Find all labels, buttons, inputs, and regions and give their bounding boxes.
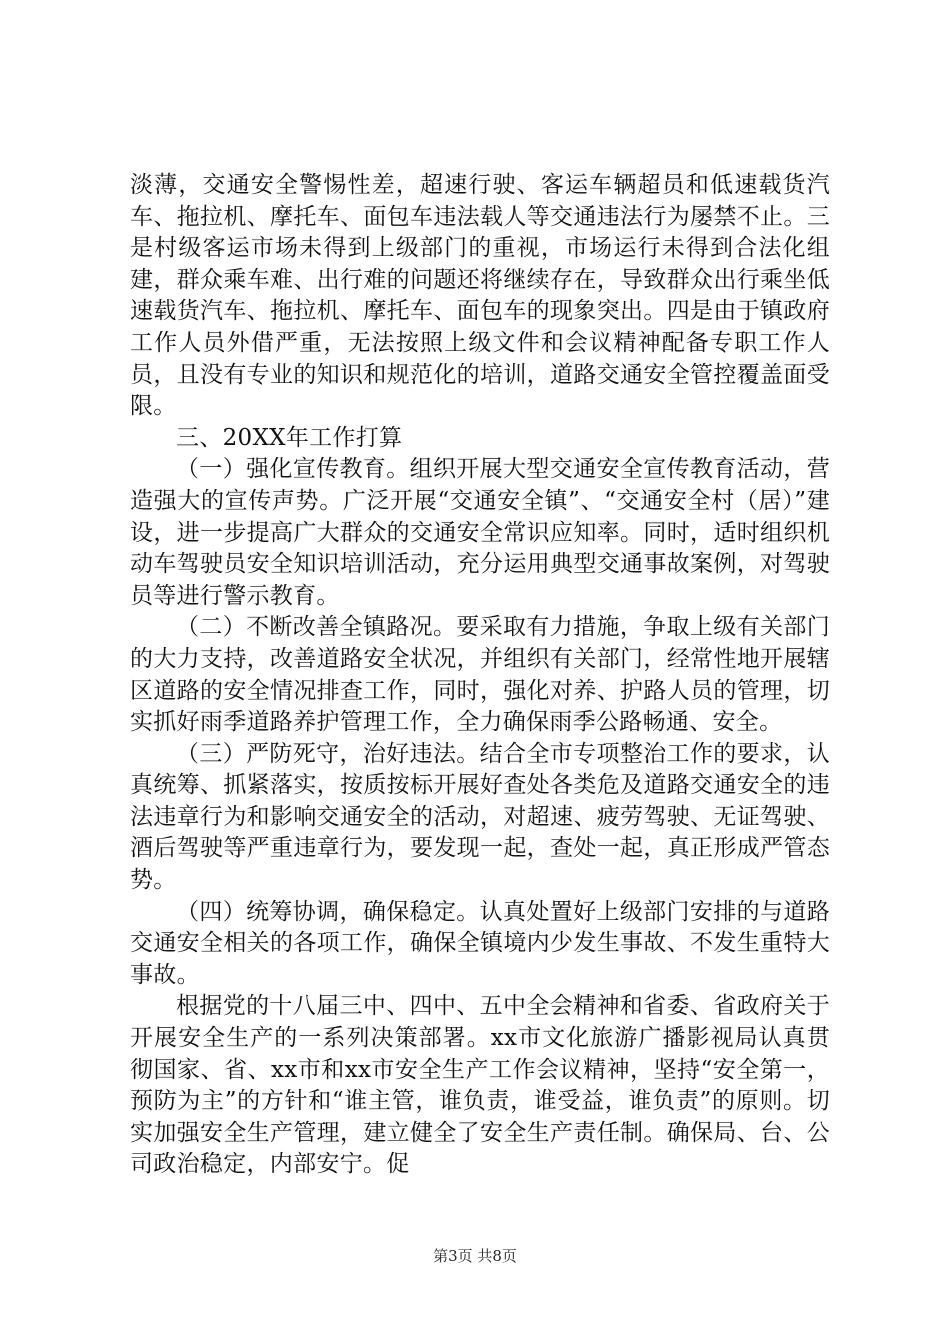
paragraph-item-1: （一）强化宣传教育。组织开展大型交通安全宣传教育活动，营造强大的宣传声势。广泛开展“交通安全镇”、“交通安全村（居）”建设，进一步提高广大群众的交通安全常识应知率。同时，适时组织机动车驾驶员安全知识培训活动，充分运用典型交通事故案例，对驾驶员等进行警示教育。: [130, 456, 830, 609]
paragraph-continuation: 淡薄，交通安全警惕性差，超速行驶、客运车辆超员和低速载货汽车、拖拉机、摩托车、面包车违法载人等交通违法行为屡禁不止。三是村级客运市场未得到上级部门的重视，市场运行未得到合法化组建，群众乘车难、出行难的问题还将继续存在，导致群众出行乘坐低速载货汽车、拖拉机、摩托车、面包车的现象突出。四是由于镇政府工作人员外借严重，无法按照上级文件和会议精神配备专职工作人员，且没有专业的知识和规范化的培训，道路交通安全管控覆盖面受限。: [130, 172, 830, 420]
paragraph-closing: 根据党的十八届三中、四中、五中全会精神和省委、省政府关于开展安全生产的一系列决策部署。xx市文化旅游广播影视局认真贯彻国家、省、xx市和xx市安全生产工作会议精神，坚持“安全第一，预防为主”的方针和“谁主管，谁负责，谁受益，谁负责”的原则。切实加强安全生产管理，建立健全了安全生产责任制。确保局、台、公司政治稳定，内部安宁。促: [130, 993, 830, 1178]
page-number-label: 第3页 共8页: [433, 1247, 517, 1265]
paragraph-item-4: （四）统筹协调，确保稳定。认真处置好上级部门安排的与道路交通安全相关的各项工作，确保全镇境内少发生事故、不发生重特大事故。: [130, 898, 830, 988]
paragraph-item-2: （二）不断改善全镇路况。要采取有力措施，争取上级有关部门的大力支持，改善道路安全状况，并组织有关部门，经常性地开展辖区道路的安全情况排查工作，同时，强化对养、护路人员的管理，切实抓好雨季道路养护管理工作，全力确保雨季公路畅通、安全。: [130, 614, 830, 736]
section-heading: 三、20XX年工作打算: [176, 424, 403, 451]
document-body: [130, 170, 830, 1181]
paragraph-item-3: （三）严防死守，治好违法。结合全市专项整治工作的要求，认真统筹、抓紧落实，按质按标开展好查处各类危及道路交通安全的违法违章行为和影响交通安全的活动，对超速、疲劳驾驶、无证驾驶、酒后驾驶等严重违章行为，要发现一起，查处一起，真正形成严管态势。: [130, 740, 830, 894]
page-footer: [0, 1245, 950, 1266]
